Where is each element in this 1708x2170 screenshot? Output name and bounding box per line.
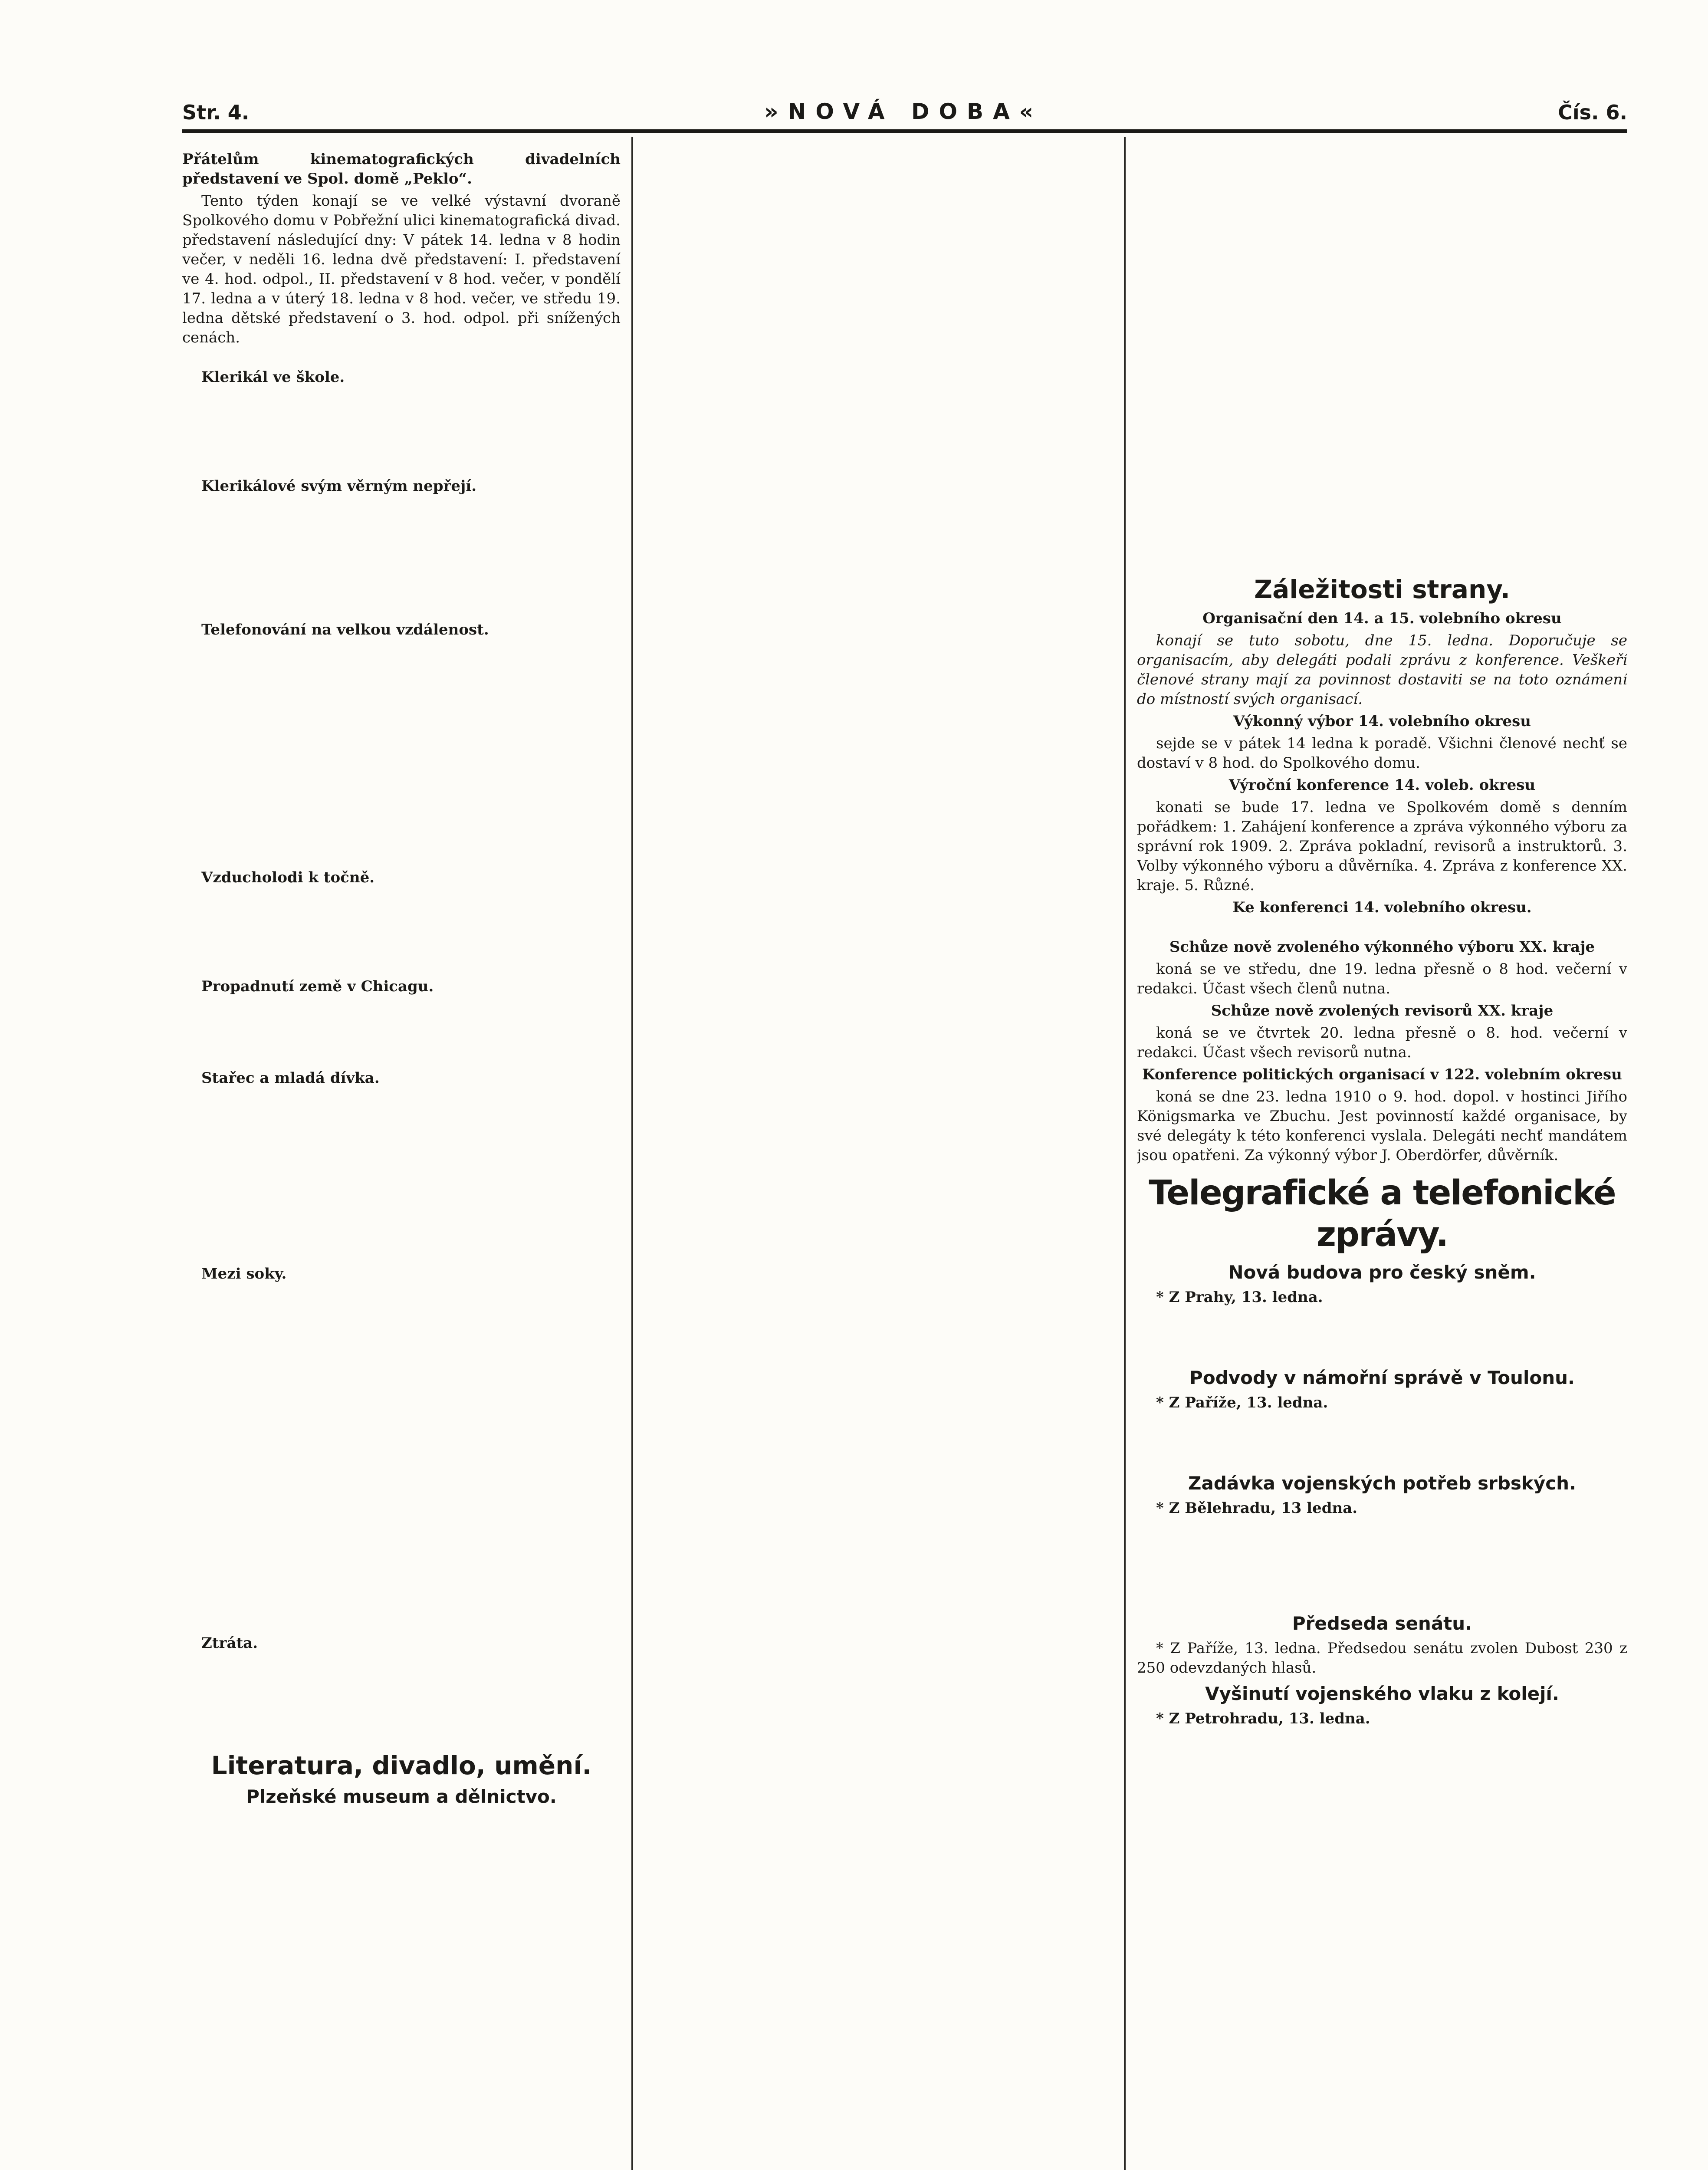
polit-body: koná se dne 23. ledna 1910 o 9. hod. dopol. v hostinci Jiřího Königsmarka ve Zbuchu. Jest povinností každé organisace, by své delegáty k této konferenci vyslala. Delegáti nechť mandátem jsou opatřeni. Za výkonný výbor J. Oberdörfer, důvěrník.: [1137, 1088, 1627, 1164]
zadavka-dateline: * Z Bělehradu, 13 ledna.: [1156, 1499, 1358, 1517]
column-divider-2: [1124, 137, 1126, 2170]
header-rule: [182, 129, 1627, 133]
revisoru-title: Schůze nově zvolených revisorů XX. kraje: [1211, 1002, 1554, 1019]
column-divider-1: [631, 137, 633, 2170]
klerikal-title: Klerikál ve škole.: [201, 368, 345, 386]
column-1: [182, 150, 621, 2170]
starec-title: Stařec a mladá dívka.: [201, 1069, 380, 1087]
kino-title: Přátelům kinematografických divadelních představení ve Spol. domě „Peklo“.: [182, 151, 621, 187]
section-heading-telegraficke: Telegrafické a telefonické zprávy.: [1149, 1174, 1616, 1254]
organ-title: Organisační den 14. a 15. volebního okresu: [1202, 610, 1562, 627]
column-3: [1137, 150, 1627, 2170]
revisoru-body: koná se ve čtvrtek 20. ledna přesně o 8. hod. večerní v redakci. Účast všech revisorů nutna.: [1137, 1024, 1627, 1061]
telefon-title: Telefonování na velkou vzdálenost.: [201, 621, 489, 638]
masthead-title: »NOVÁ DOBA«: [764, 99, 1043, 124]
page-header: [182, 87, 1627, 124]
konf-title: Výroční konference 14. voleb. okresu: [1228, 776, 1536, 794]
section-heading-strany: Záležitosti strany.: [1254, 575, 1510, 604]
budova-title: Nová budova pro český sněm.: [1228, 1262, 1536, 1283]
soky-title: Mezi soky.: [201, 1265, 287, 1282]
vzducholodi-title: Vzducholodi k točně.: [201, 869, 375, 886]
ke-konf-title: Ke konferenci 14. volebního okresu.: [1232, 899, 1532, 916]
section-heading-literatura: Literatura, divadlo, umění.: [211, 1751, 592, 1780]
column-2: [686, 150, 1115, 2170]
vybor-title: Výkonný výbor 14. volebního okresu: [1233, 713, 1531, 730]
podvody-title: Podvody v námořní správě v Toulonu.: [1189, 1367, 1575, 1388]
ztrata-title: Ztráta.: [201, 1634, 258, 1652]
podvody-dateline: * Z Paříže, 13. ledna.: [1156, 1394, 1328, 1411]
kino-body: Tento týden konají se ve velké výstavní dvoraně Spolkového domu v Pobřežní ulici kinematografická divad. představení následující dny: V pátek 14. ledna v 8 hodin večer, v neděli 16. ledna dvě představení: I. představení ve 4. hod. odpol., II. představení v 8 hod. večer, v pondělí 17. ledna a v úterý 18. ledna v 8 hod. večer, ve středu 19. ledna dětské představení o 3. hod. odpol. při snížených cenách.: [182, 192, 621, 346]
konf-body: konati se bude 17. ledna ve Spolkovém domě s denním pořádkem: 1. Zahájení konference a zpráva výkonného výboru za správní rok 1909. 2. Zpráva pokladní, revisorů a instruktorů. 3. Volby výkonného výboru a důvěrníka. 4. Zpráva z konference XX. kraje. 5. Různé.: [1137, 799, 1627, 894]
zadavka-title: Zadávka vojenských potřeb srbských.: [1188, 1473, 1576, 1494]
budova-dateline: * Z Prahy, 13. ledna.: [1156, 1289, 1323, 1306]
vlak-title: Vyšinutí vojenského vlaku z kolejí.: [1205, 1683, 1559, 1704]
article-title-museum: Plzeňské museum a dělnictvo.: [246, 1786, 557, 1807]
issue-number: Čís. 6.: [1558, 101, 1627, 124]
vybor-body: sejde se v pátek 14 ledna k poradě. Všichni členové nechť se dostaví v 8 hod. do Spolkového domu.: [1137, 735, 1627, 772]
page-number: Str. 4.: [182, 101, 250, 124]
organ-body: konají se tuto sobotu, dne 15. ledna. Doporučuje se organisacím, aby delegáti podali zprávu z konference. Veškeří členové strany mají za povinnost dostaviti se na toto oznámení do místností svých organisací.: [1137, 632, 1627, 708]
vlak-dateline: * Z Petrohradu, 13. ledna.: [1156, 1710, 1370, 1727]
polit-title: Konference politických organisací v 122. volebním okresu: [1142, 1066, 1622, 1083]
senat-title: Předseda senátu.: [1292, 1613, 1472, 1634]
klerikalove-title: Klerikálové svým věrným nepřejí.: [201, 477, 477, 495]
chicago-title: Propadnutí země v Chicagu.: [201, 978, 434, 995]
schuze-title: Schůze nově zvoleného výkonného výboru XX. kraje: [1169, 938, 1595, 956]
senat-body: * Z Paříže, 13. ledna. Předsedou senátu zvolen Dubost 230 z 250 odevzdaných hlasů.: [1137, 1640, 1627, 1677]
schuze-body: koná se ve středu, dne 19. ledna přesně o 8 hod. večerní v redakci. Účast všech členů nutna.: [1137, 960, 1627, 997]
